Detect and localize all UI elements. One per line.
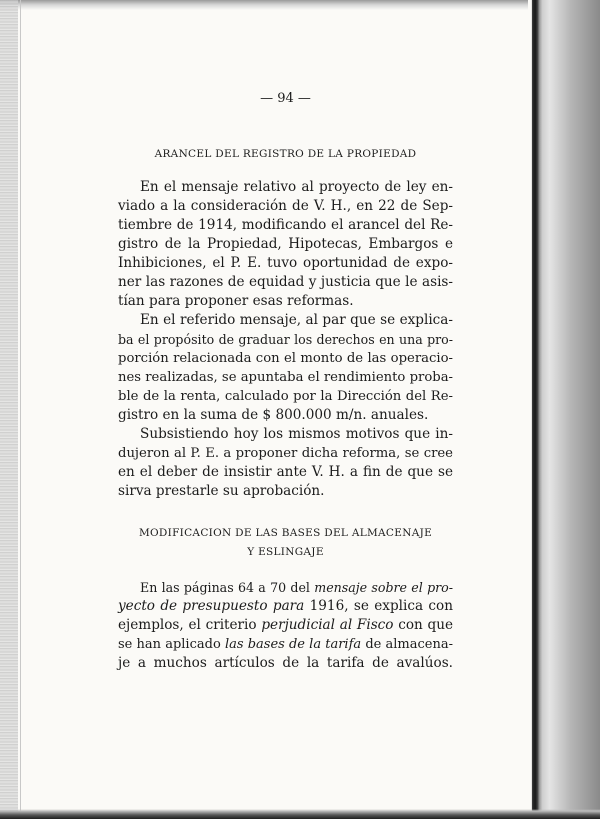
paragraph-line: Inhibiciones, el P. E. tuvo oportunidad de expo- <box>118 255 453 271</box>
paragraph-line: je a muchos artículos de la tarifa de avalúos. <box>118 655 453 671</box>
paragraph-line: tiembre de 1914, modificando el arancel del Re- <box>118 217 453 233</box>
scan-left-edge <box>0 0 18 819</box>
paragraph-line: porción relacionada con el monto de las operacio- <box>118 351 453 366</box>
scan-left-edge-line <box>20 0 21 819</box>
paragraph-line: tían para proponer esas reformas. <box>118 293 354 309</box>
paragraph-line: ble de la renta, calculado por la Dirección del Re- <box>118 389 453 404</box>
italic-run: las bases de la tarifa <box>224 637 362 652</box>
text-run: ejemplos, el criterio <box>118 617 262 633</box>
paragraph-line: gistro de la Propiedad, Hipotecas, Embargos e <box>118 236 453 252</box>
text-run: de almacena- <box>361 637 453 652</box>
paragraph-line: En el mensaje relativo al proyecto de ley en- <box>140 179 453 195</box>
section-heading-modificacion: MODIFICACION DE LAS BASES DEL ALMACENAJE <box>138 527 433 539</box>
paragraph-line: En el referido mensaje, al par que se explica- <box>140 312 453 328</box>
text-run: 1916, se explica con <box>304 598 453 614</box>
section-heading-arancel: ARANCEL DEL REGISTRO DE LA PROPIEDAD <box>154 148 417 160</box>
paragraph-line: Subsistiendo hoy los mismos motivos que in- <box>140 426 453 442</box>
page-number: — 94 — <box>260 91 311 106</box>
paragraph-line: viado a la consideración de V. H., en 22 de Sep- <box>118 198 453 214</box>
paragraph-line: gistro en la suma de $ 800.000 m/n. anuales. <box>118 407 429 423</box>
text-run: con que <box>393 617 454 633</box>
scan-right-edge <box>528 0 600 819</box>
scan-top-shadow <box>0 0 600 10</box>
text-run: En las páginas 64 a 70 del <box>140 580 315 595</box>
paragraph-line <box>118 635 453 654</box>
paragraph-line <box>118 616 453 635</box>
paragraph-line: nes realizadas, se apuntaba el rendimiento proba- <box>118 370 454 385</box>
paragraph-line: en el deber de insistir ante V. H. a fin de que se <box>118 464 453 480</box>
paragraph-line: ner las razones de equidad y justicia que le asis- <box>118 274 453 290</box>
italic-run: mensaje sobre el pro- <box>314 580 454 595</box>
text-run: se han aplicado <box>118 637 225 652</box>
italic-run: yecto de presupuesto para <box>118 598 305 614</box>
paragraph-line: sirva prestarle su aprobación. <box>118 483 325 499</box>
paragraph-line: ba el propósito de graduar los derechos en una pro- <box>118 332 453 347</box>
paragraph-line: dujeron al P. E. a proponer dicha reforma, se cree <box>118 446 453 461</box>
section-heading-eslingaje: Y ESLINGAJE <box>247 546 324 558</box>
paragraph-line <box>118 597 453 616</box>
paragraph-line <box>118 578 453 597</box>
italic-run: perjudicial al Fisco <box>261 617 394 633</box>
scan-bottom-edge <box>0 809 600 819</box>
